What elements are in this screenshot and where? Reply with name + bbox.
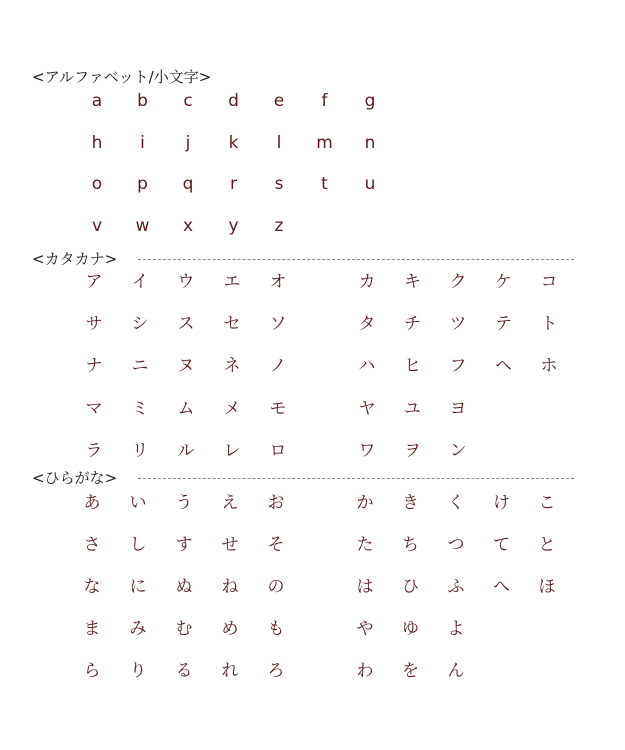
- hiragana-char: り: [129, 661, 147, 681]
- hiragana-char: そ: [267, 535, 285, 555]
- hiragana-char: み: [129, 619, 147, 639]
- hiragana-char: う: [175, 493, 193, 513]
- alphabet-char: a: [91, 91, 103, 111]
- katakana-char: リ: [131, 440, 149, 461]
- katakana-char: タ: [358, 314, 376, 335]
- alphabet-char: m: [316, 132, 333, 153]
- katakana-char: ア: [85, 272, 103, 292]
- alphabet-char: k: [228, 132, 239, 153]
- katakana-char: セ: [223, 314, 241, 335]
- hiragana-char: ろ: [267, 661, 285, 681]
- hiragana-char: と: [538, 535, 556, 555]
- hiragana-char: し: [129, 535, 147, 555]
- katakana-char: メ: [223, 398, 241, 419]
- alphabet-char: i: [140, 132, 145, 153]
- katakana-char: ケ: [495, 272, 512, 292]
- alphabet-char: n: [364, 132, 376, 153]
- katakana-divider: [138, 259, 574, 260]
- katakana-char: ミ: [131, 398, 149, 419]
- katakana-char: ワ: [358, 440, 376, 461]
- alphabet-char: d: [228, 91, 239, 111]
- hiragana-char: ぬ: [175, 577, 193, 597]
- hiragana-char: て: [493, 535, 510, 555]
- katakana-char: ハ: [358, 356, 376, 377]
- alphabet-char: y: [228, 215, 239, 236]
- alphabet-char: v: [91, 215, 103, 236]
- hiragana-char: め: [221, 619, 239, 639]
- hiragana-char: ふ: [447, 577, 465, 597]
- katakana-char: ト: [540, 314, 558, 335]
- katakana-heading: <カタカナ>: [32, 250, 118, 268]
- katakana-char: ス: [177, 314, 195, 335]
- katakana-char: ノ: [269, 356, 287, 377]
- katakana-char: ソ: [269, 314, 287, 335]
- katakana-char: ヌ: [177, 356, 195, 377]
- katakana-char: ン: [449, 440, 467, 461]
- katakana-char: マ: [85, 398, 103, 419]
- hiragana-char: お: [267, 493, 285, 513]
- alphabet-char: c: [183, 91, 193, 111]
- hiragana-char: へ: [493, 577, 510, 597]
- alphabet-char: j: [185, 132, 191, 153]
- alphabet-char: w: [135, 215, 150, 236]
- katakana-char: ウ: [177, 272, 195, 292]
- katakana-char: シ: [131, 314, 149, 335]
- hiragana-char: ん: [447, 661, 465, 681]
- hiragana-char: ら: [83, 661, 101, 681]
- hiragana-char: つ: [447, 535, 465, 555]
- katakana-char: レ: [223, 440, 241, 461]
- alphabet-heading: <アルファベット/小文字>: [32, 68, 212, 86]
- katakana-char: ラ: [85, 440, 103, 461]
- alphabet-char: x: [182, 215, 194, 236]
- hiragana-char: さ: [83, 535, 101, 555]
- hiragana-char: れ: [221, 661, 239, 681]
- hiragana-char: ひ: [402, 577, 419, 597]
- hiragana-char: は: [356, 577, 374, 597]
- alphabet-char: s: [274, 174, 284, 194]
- hiragana-char: や: [356, 619, 374, 639]
- hiragana-char: き: [402, 493, 419, 513]
- hiragana-heading: <ひらがな>: [32, 469, 118, 487]
- hiragana-char: く: [447, 493, 465, 513]
- katakana-char: ユ: [404, 398, 421, 419]
- hiragana-char: ま: [83, 619, 101, 639]
- katakana-char: ネ: [223, 356, 241, 377]
- katakana-char: キ: [404, 272, 421, 292]
- alphabet-char: q: [182, 174, 194, 194]
- hiragana-char: す: [175, 535, 193, 555]
- hiragana-char: よ: [447, 619, 465, 639]
- hiragana-char: な: [83, 577, 101, 597]
- alphabet-char: o: [91, 174, 103, 194]
- hiragana-char: こ: [538, 493, 556, 513]
- katakana-char: エ: [223, 272, 241, 292]
- hiragana-char: い: [129, 493, 147, 513]
- alphabet-char: l: [276, 132, 282, 153]
- alphabet-char: z: [274, 215, 284, 236]
- hiragana-char: ち: [402, 535, 419, 555]
- hiragana-char: の: [267, 577, 285, 597]
- hiragana-char: る: [175, 661, 193, 681]
- katakana-char: イ: [131, 272, 149, 292]
- hiragana-char: ほ: [538, 577, 556, 597]
- katakana-char: ニ: [131, 356, 149, 377]
- katakana-char: コ: [540, 272, 558, 292]
- katakana-char: ヤ: [358, 398, 376, 419]
- hiragana-char: ね: [221, 577, 239, 597]
- alphabet-char: b: [137, 91, 148, 111]
- katakana-char: ク: [449, 272, 467, 292]
- katakana-char: カ: [358, 272, 376, 292]
- katakana-char: モ: [269, 398, 287, 419]
- hiragana-char: た: [356, 535, 374, 555]
- hiragana-char: か: [356, 493, 374, 513]
- alphabet-char: e: [273, 91, 285, 111]
- katakana-char: サ: [85, 314, 103, 335]
- alphabet-char: p: [137, 174, 148, 194]
- katakana-char: チ: [404, 314, 421, 335]
- katakana-char: テ: [495, 314, 512, 335]
- alphabet-char: r: [230, 174, 237, 194]
- alphabet-char: t: [321, 174, 328, 194]
- katakana-char: ヒ: [404, 356, 421, 377]
- katakana-char: ム: [177, 398, 195, 419]
- hiragana-char: あ: [83, 493, 101, 513]
- katakana-char: ヲ: [404, 440, 421, 461]
- alphabet-char: f: [321, 91, 328, 111]
- hiragana-divider: [138, 478, 574, 479]
- alphabet-char: u: [364, 174, 376, 194]
- hiragana-char: わ: [356, 661, 374, 681]
- katakana-char: オ: [269, 272, 287, 292]
- hiragana-char: に: [129, 577, 147, 597]
- hiragana-char: も: [267, 619, 285, 639]
- hiragana-char: え: [221, 493, 239, 513]
- hiragana-char: け: [493, 493, 510, 513]
- katakana-char: フ: [449, 356, 467, 377]
- hiragana-char: ゆ: [402, 619, 419, 639]
- katakana-char: ヘ: [495, 356, 512, 377]
- alphabet-char: h: [91, 132, 103, 153]
- alphabet-char: g: [364, 91, 376, 111]
- hiragana-char: せ: [221, 535, 239, 555]
- katakana-char: ロ: [269, 440, 287, 461]
- hiragana-char: を: [402, 661, 419, 681]
- katakana-char: ル: [177, 440, 195, 461]
- katakana-char: ホ: [540, 356, 558, 377]
- katakana-char: ツ: [449, 314, 467, 335]
- hiragana-char: む: [175, 619, 193, 639]
- katakana-char: ナ: [85, 356, 103, 377]
- katakana-char: ヨ: [449, 398, 467, 419]
